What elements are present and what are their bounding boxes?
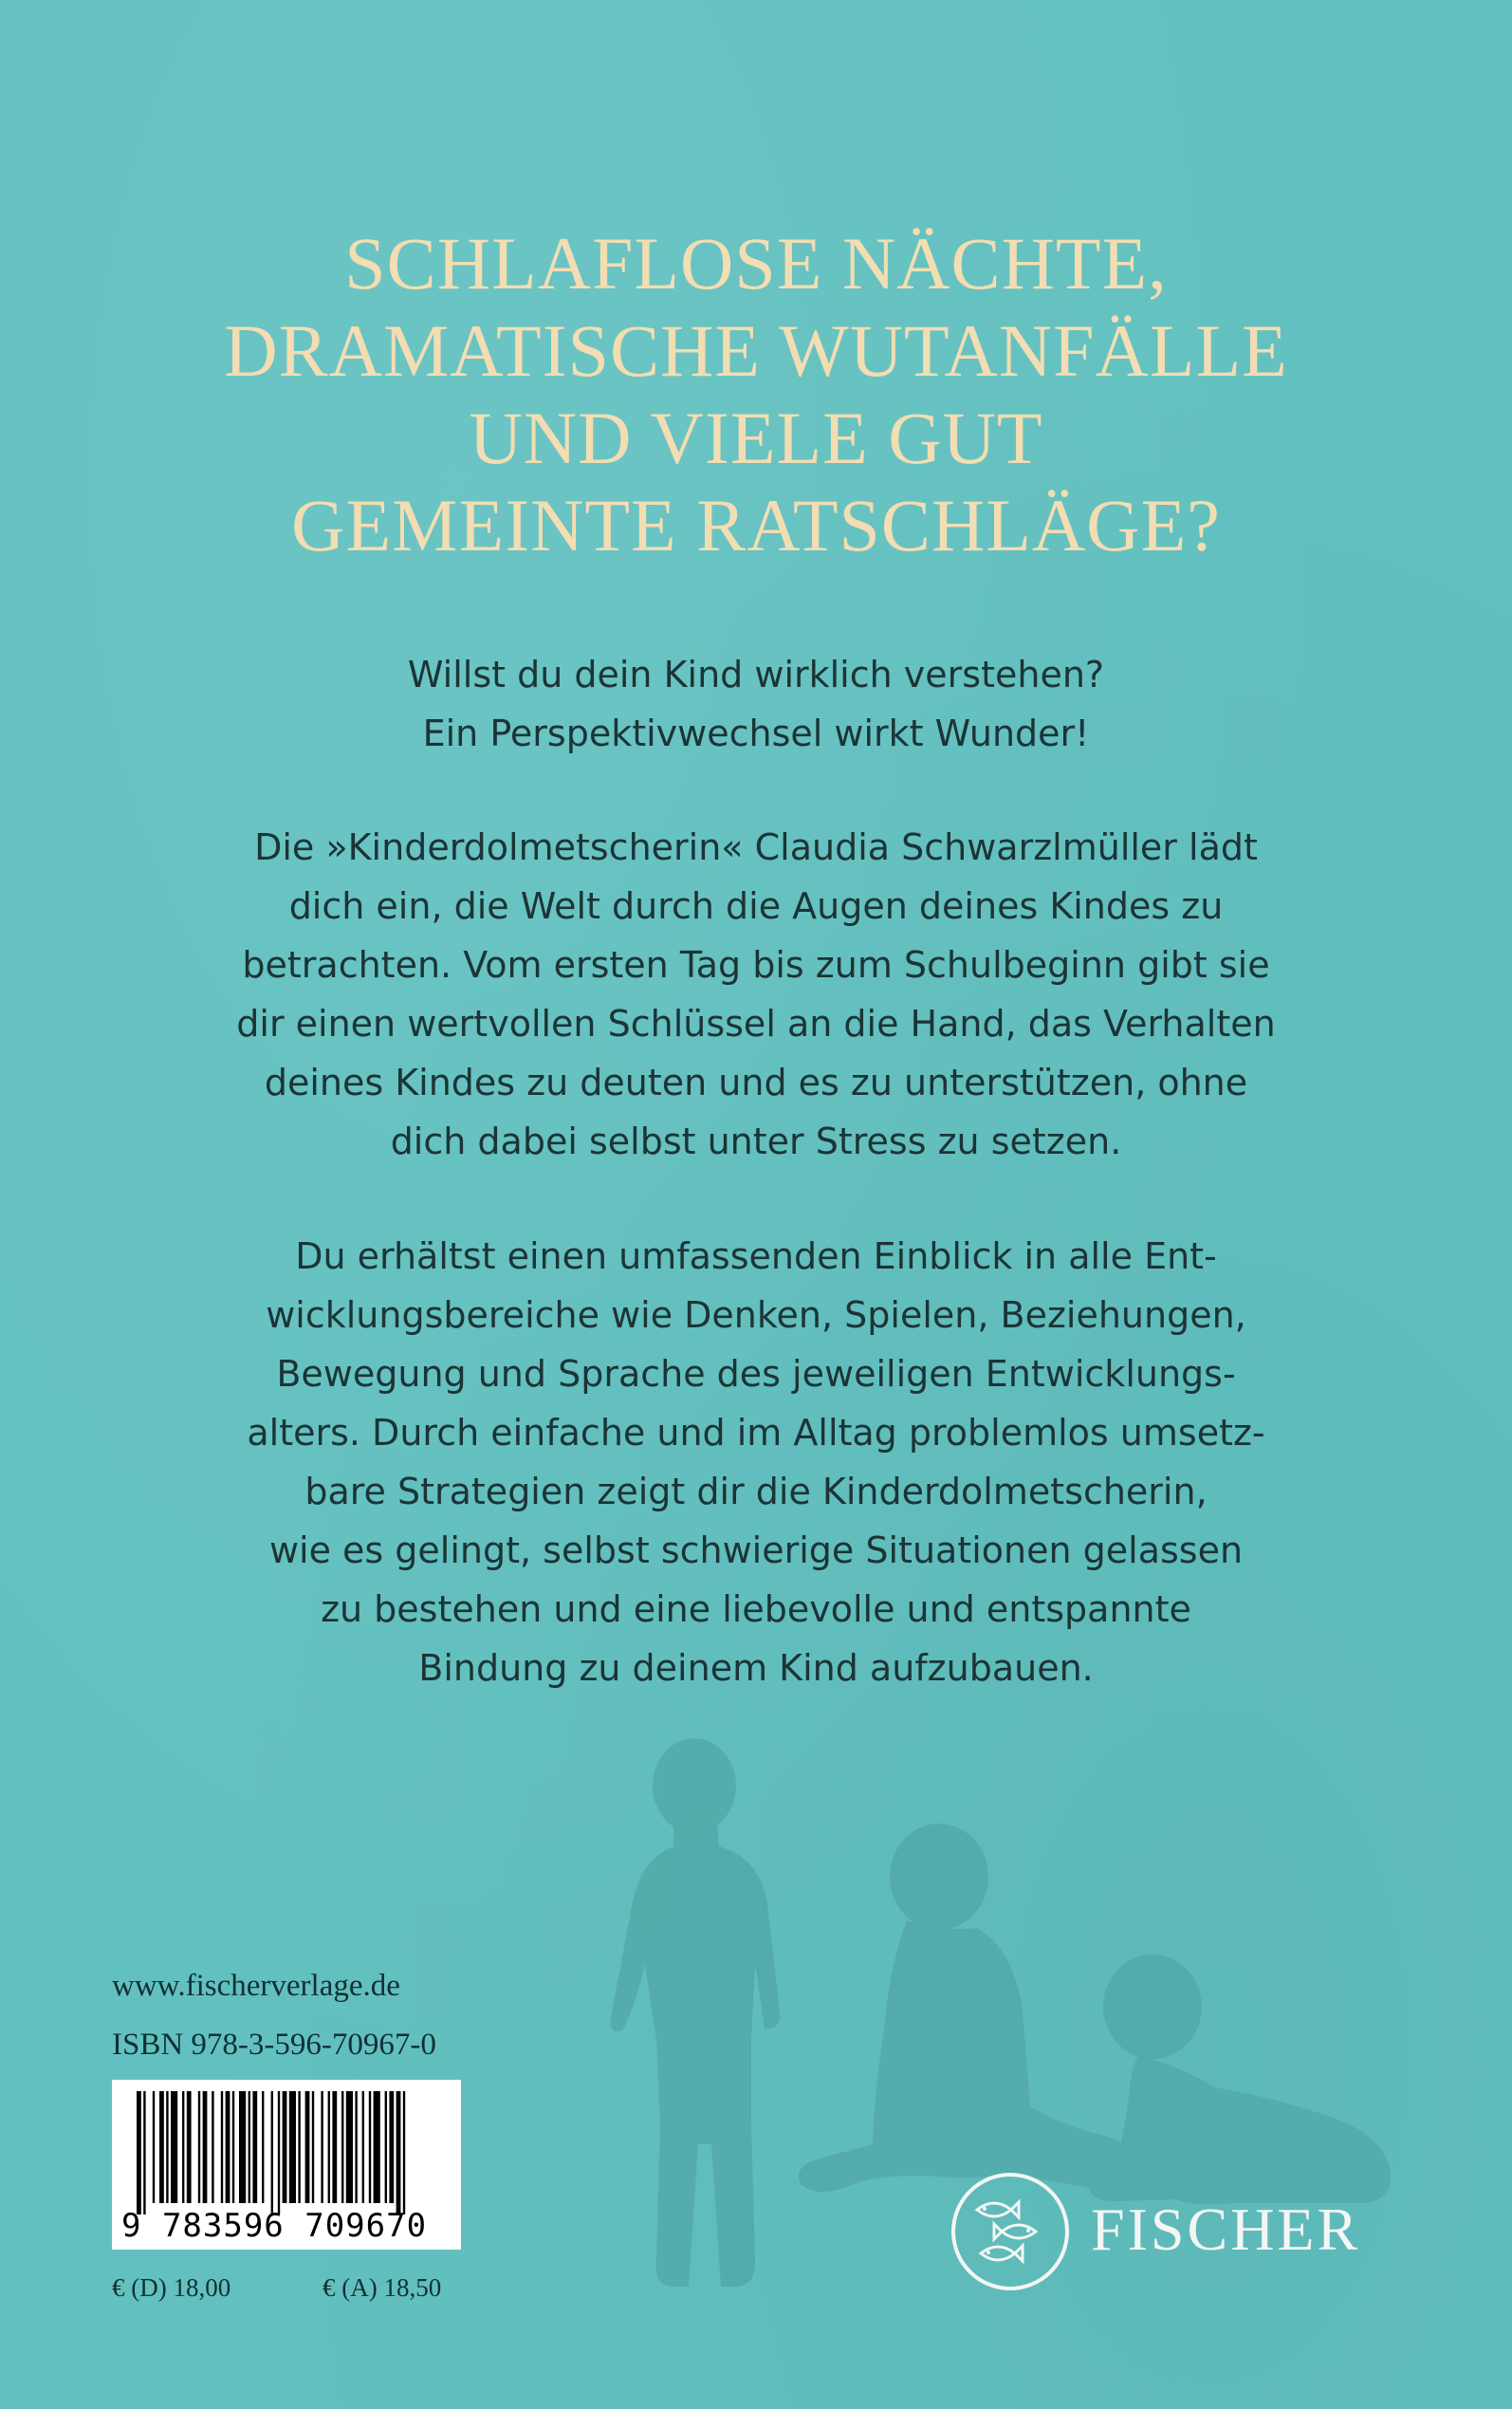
- blurb-line: betrachten. Vom ersten Tag bis zum Schulbeginn gibt sie: [242, 944, 1270, 986]
- fischer-fish-emblem-icon: [949, 2170, 1072, 2293]
- blurb-line: alters. Durch einfache und im Alltag problemlos umsetz-: [247, 1412, 1265, 1454]
- blurb-line: Bindung zu deinem Kind aufzubauen.: [418, 1647, 1094, 1689]
- blurb-line: dich ein, die Welt durch die Augen deines Kindes zu: [288, 885, 1224, 927]
- isbn-barcode: [112, 2080, 461, 2250]
- publisher-logo-wordmark: FISCHER: [1091, 2196, 1361, 2263]
- blurb-line: deines Kindes zu deuten und es zu unterstützen, ohne: [264, 1062, 1248, 1103]
- headline-line: DRAMATISCHE WUTANFÄLLE: [224, 309, 1288, 392]
- price-germany: € (D) 18,00: [112, 2273, 231, 2302]
- headline-line: UND VIELE GUT: [469, 397, 1043, 479]
- headline-line: SCHLAFLOSE NÄCHTE,: [344, 222, 1168, 305]
- blurb-line: Die »Kinderdolmetscherin« Claudia Schwarzlmüller lädt: [254, 826, 1258, 868]
- headline: [0, 220, 1512, 569]
- blurb-line: dir einen wertvollen Schlüssel an die Hand, das Verhalten: [236, 1003, 1276, 1045]
- blurb-line: wie es gelingt, selbst schwierige Situationen gelassen: [268, 1529, 1244, 1571]
- blurb-paragraph-1: [133, 818, 1379, 1171]
- isbn-number: ISBN 978-3-596-70967-0: [112, 2028, 436, 2062]
- sitting-child-silhouette: [799, 1824, 1138, 2192]
- headline-line: GEMEINTE RATSCHLÄGE?: [291, 484, 1221, 566]
- publisher-website: www.fischerverlage.de: [112, 1969, 400, 2003]
- blurb-line: bare Strategien zeigt dir die Kinderdolmetscherin,: [304, 1471, 1208, 1512]
- blurb-line: zu bestehen und eine liebevolle und entspannte: [321, 1588, 1191, 1630]
- standing-child-silhouette: [611, 1738, 780, 2287]
- intro-text: [133, 645, 1379, 763]
- blurb-line: dich dabei selbst unter Stress zu setzen.: [390, 1121, 1122, 1162]
- intro-line: Ein Perspektivwechsel wirkt Wunder!: [422, 713, 1090, 754]
- blurb-line: Bewegung und Sprache des jeweiligen Entwicklungs-: [276, 1353, 1236, 1395]
- intro-line: Willst du dein Kind wirklich verstehen?: [407, 654, 1105, 695]
- blurb-line: wicklungsbereiche wie Denken, Spielen, Beziehungen,: [266, 1294, 1246, 1336]
- blurb-paragraph-2: [133, 1227, 1379, 1697]
- barcode-digits: 9 783596 709670: [121, 2207, 428, 2245]
- crawling-baby-silhouette: [1089, 1955, 1391, 2204]
- price-austria: € (A) 18,50: [323, 2273, 442, 2302]
- blurb-line: Du erhältst einen umfassenden Einblick in alle Ent-: [295, 1235, 1217, 1277]
